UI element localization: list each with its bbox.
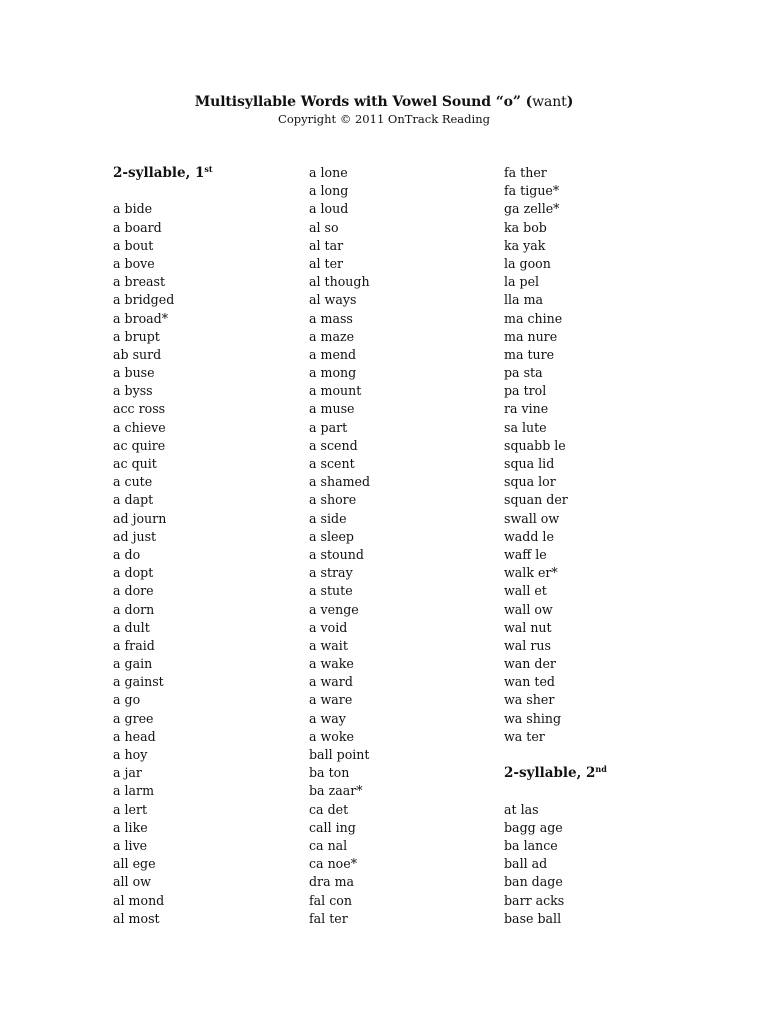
- word-item: a dapt: [113, 492, 154, 508]
- word-item: all ege: [113, 856, 156, 872]
- word-item: al ways: [309, 292, 357, 308]
- word-item: wadd le: [504, 528, 554, 544]
- word-item: a venge: [309, 601, 359, 617]
- page-title: [0, 93, 768, 111]
- word-item: a live: [113, 837, 148, 853]
- word-item: a scend: [309, 437, 358, 453]
- word-item: al mond: [113, 892, 165, 908]
- word-item: lla ma: [504, 292, 544, 308]
- word-item: call ing: [309, 819, 356, 835]
- word-item: a buse: [113, 365, 155, 381]
- word-item: wal nut: [504, 619, 552, 635]
- word-item: pa trol: [504, 383, 547, 399]
- word-item: a shamed: [309, 474, 371, 490]
- word-item: ma ture: [504, 346, 555, 362]
- word-item: wa shing: [504, 710, 562, 726]
- word-item: squan der: [504, 492, 568, 508]
- word-item: a long: [309, 183, 349, 199]
- word-item: fa tigue*: [504, 183, 560, 199]
- title-want-text: want: [532, 94, 567, 110]
- word-column-2: [309, 164, 499, 928]
- word-item: a bout: [113, 237, 154, 253]
- word-item: al though: [309, 274, 370, 290]
- word-item: a wait: [309, 637, 348, 653]
- word-item: a like: [113, 819, 148, 835]
- word-item: a muse: [309, 401, 355, 417]
- word-item: a lert: [113, 801, 148, 817]
- word-item: a larm: [113, 783, 155, 799]
- word-item: fa ther: [504, 165, 547, 180]
- word-item: a jar: [113, 765, 142, 781]
- word-item: swall ow: [504, 510, 560, 526]
- word-item: barr acks: [504, 892, 565, 908]
- word-item: a bide: [113, 201, 153, 217]
- word-item: wal rus: [504, 637, 551, 653]
- word-item: ma chine: [504, 310, 563, 326]
- word-item: a chieve: [113, 419, 166, 435]
- word-item: ra vine: [504, 401, 549, 417]
- heading-text: 2-syllable, 1: [113, 165, 205, 181]
- word-column-3: [504, 164, 694, 928]
- word-item: a gain: [113, 656, 153, 672]
- word-item: wan der: [504, 656, 556, 672]
- word-item: acc ross: [113, 401, 166, 417]
- word-item: waff le: [504, 546, 547, 562]
- title-close-paren: ): [566, 94, 574, 110]
- word-item: a lone: [309, 165, 348, 180]
- word-item: ka bob: [504, 219, 547, 235]
- word-item: wa sher: [504, 692, 555, 708]
- word-list-3b: [504, 801, 694, 928]
- word-list-3: [504, 164, 694, 746]
- word-item: a sleep: [309, 528, 354, 544]
- word-item: wa ter: [504, 728, 545, 744]
- word-item: a mount: [309, 383, 362, 399]
- word-item: ac quit: [113, 456, 157, 471]
- word-item: a ward: [309, 674, 353, 690]
- word-item: al tar: [309, 237, 344, 253]
- word-item: a ware: [309, 692, 353, 708]
- word-item: a head: [113, 728, 156, 744]
- word-item: la goon: [504, 255, 551, 271]
- word-item: a part: [309, 419, 348, 435]
- word-item: a wake: [309, 656, 354, 672]
- word-item: a stray: [309, 565, 353, 581]
- heading-superscript: st: [204, 164, 213, 174]
- word-item: a loud: [309, 201, 349, 217]
- word-item: a void: [309, 619, 348, 635]
- word-item: a brupt: [113, 328, 160, 344]
- word-item: a side: [309, 510, 347, 526]
- heading-superscript: nd: [595, 764, 607, 775]
- word-item: al most: [113, 910, 160, 926]
- word-item: a dore: [113, 583, 154, 599]
- word-item: a breast: [113, 274, 166, 290]
- word-item: ka yak: [504, 237, 546, 253]
- word-item: ac quire: [113, 437, 166, 453]
- word-item: ma nure: [504, 328, 558, 344]
- word-list-1: [113, 200, 303, 928]
- copyright-line: Copyright © 2011 OnTrack Reading: [278, 112, 490, 126]
- word-item: ca det: [309, 801, 349, 817]
- word-item: base ball: [504, 910, 562, 926]
- heading-text: 2-syllable, 2: [504, 765, 596, 782]
- word-item: a bridged: [113, 292, 175, 308]
- word-column-1: [113, 164, 303, 928]
- document-header: [0, 93, 768, 127]
- word-item: a gainst: [113, 674, 164, 690]
- word-item: a cute: [113, 474, 153, 490]
- word-item: ad just: [113, 528, 157, 544]
- word-item: a hoy: [113, 747, 148, 762]
- word-item: at las: [504, 801, 539, 817]
- word-item: ba zaar*: [309, 783, 363, 799]
- word-item: squa lor: [504, 474, 556, 490]
- word-item: a maze: [309, 328, 355, 344]
- word-item: a broad*: [113, 310, 169, 326]
- word-item: a bove: [113, 255, 155, 271]
- word-item: wall ow: [504, 601, 553, 617]
- word-item: all ow: [113, 874, 151, 890]
- word-item: a dult: [113, 619, 150, 635]
- word-item: a fraid: [113, 637, 155, 653]
- word-item: sa lute: [504, 419, 547, 435]
- word-item: ca nal: [309, 837, 348, 853]
- word-item: a dorn: [113, 601, 155, 617]
- word-item: a gree: [113, 710, 154, 726]
- word-item: bagg age: [504, 819, 563, 835]
- word-item: a stound: [309, 546, 364, 562]
- word-item: fal ter: [309, 910, 348, 926]
- word-item: al so: [309, 219, 339, 235]
- section-heading-second-syllable: [504, 764, 694, 782]
- title-main-text: Multisyllable Words with Vowel Sound “o” (: [194, 94, 533, 110]
- word-item: a byss: [113, 383, 153, 399]
- word-item: walk er*: [504, 565, 558, 581]
- word-item: a do: [113, 546, 141, 562]
- section-heading-first-syllable: [113, 164, 303, 182]
- word-item: squabb le: [504, 437, 566, 453]
- word-item: ba ton: [309, 765, 350, 781]
- word-item: al ter: [309, 255, 344, 271]
- word-item: a shore: [309, 492, 357, 508]
- word-list-2: [309, 164, 499, 928]
- word-item: wan ted: [504, 674, 555, 690]
- word-item: a mass: [309, 310, 353, 326]
- word-item: a go: [113, 692, 141, 708]
- word-item: ga zelle*: [504, 201, 560, 217]
- word-item: a dopt: [113, 565, 154, 581]
- word-item: a scent: [309, 456, 355, 471]
- word-item: ab surd: [113, 346, 162, 362]
- word-item: ball point: [309, 747, 370, 762]
- word-item: dra ma: [309, 874, 355, 890]
- word-item: pa sta: [504, 365, 543, 381]
- word-item: a way: [309, 710, 346, 726]
- word-item: wall et: [504, 583, 547, 599]
- word-item: ad journ: [113, 510, 167, 526]
- word-item: a mong: [309, 365, 357, 381]
- word-item: fal con: [309, 892, 352, 908]
- word-item: la pel: [504, 274, 540, 290]
- word-item: ca noe*: [309, 856, 358, 872]
- word-item: ba lance: [504, 837, 558, 853]
- word-item: a mend: [309, 346, 357, 362]
- word-item: a stute: [309, 583, 353, 599]
- word-item: ball ad: [504, 856, 548, 872]
- word-item: ban dage: [504, 874, 563, 890]
- word-item: a woke: [309, 728, 354, 744]
- word-item: a board: [113, 219, 162, 235]
- word-item: squa lid: [504, 456, 555, 471]
